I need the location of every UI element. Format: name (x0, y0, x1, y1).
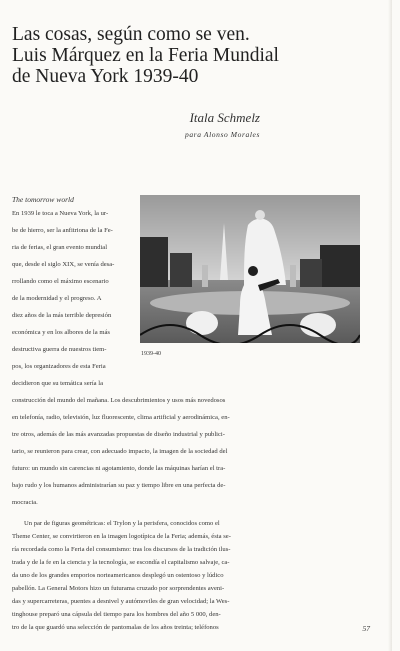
body-line: be de hierro, ser la anfitriona de la Fe- (12, 227, 113, 234)
title-line: Luis Márquez en la Feria Mundial (12, 45, 279, 66)
body-line: destructiva guerra de nuestros tiem- (12, 346, 107, 353)
body-line: diez años de la más terrible depresión (12, 312, 112, 319)
body-line: rrollando como el máximo escenario (12, 278, 109, 285)
page-number: 57 (362, 624, 370, 633)
body-line: da uno de los grandes emporios norteamericanos desplegó un ostentoso y lúdico (12, 572, 224, 579)
body-line: decidieron que su temática sería la (12, 380, 103, 387)
body-line: bajo rudo y los humanos administrarían su paz y tiempo libre en una perfecta de- (12, 482, 226, 489)
body-line: tro de la que guardó una selección de pantomalas de los años treinta; teléfonos (12, 624, 219, 631)
body-line: En 1939 le toca a Nueva York, la ur- (12, 210, 109, 217)
body-line: das y supercarreteras, puentes a desnivel y autómoviles de gran velocidad; la Wes- (12, 598, 230, 605)
body-line: pabellón. La General Motors hizo un futurama cruzado por sorprendentes aveni- (12, 585, 225, 592)
body-line: tinghouse preparó una cápsula del tiempo para los hombres del año 5 000, den- (12, 611, 221, 618)
photo-caption: 1939-40 (141, 351, 161, 357)
title-line: Las cosas, según como se ven. (12, 24, 250, 45)
dedication: para Alonso Morales (184, 130, 260, 139)
page-edge-shadow (388, 0, 392, 651)
body-line: de la modernidad y el progreso. A (12, 295, 102, 302)
body-line: trada y de la fe en la ciencia y la tecnología, se escondía el capitalismo salvaje, ca- (12, 559, 230, 566)
body-line: en telefonía, radio, televisión, luz fluorescente, clima artificial y aerodinámica, en- (12, 414, 230, 421)
body-line: construcción del mundo del mañana. Los descubrimientos y usos más novedosos (12, 397, 226, 404)
article-title (12, 24, 312, 87)
body-line: futuro: un mundo sin carencias ni agotamiento, donde las máquinas harían el tra- (12, 465, 226, 472)
section-heading: The tomorrow world (12, 195, 74, 204)
body-line: Theme Center, se convirtieron en la imagen logotípica de la Feria; además, ésta se- (12, 533, 231, 540)
body-line: tre otros, además de las más avanzadas propuestas de diseño industrial y publici- (12, 431, 225, 438)
title-line: de Nueva York 1939-40 (12, 66, 199, 87)
body-line: económica y en los albores de la más (12, 329, 110, 336)
body-line: Un par de figuras geométricas: el Trylon y la perisfera, conocidos como el (24, 520, 220, 527)
body-line: que, desde el siglo XIX, se venía desa- (12, 261, 115, 268)
photo-illustration (140, 195, 360, 343)
body-line: pos, los organizadores de esta Feria (12, 363, 106, 370)
fair-photograph (140, 195, 360, 343)
body-line: mocracia. (12, 499, 38, 506)
author-name: Itala Schmelz (189, 110, 260, 125)
body-line: ria de ferias, el gran evento mundial (12, 244, 108, 251)
body-line: ría recordada como la Feria del consumismo: tras los discursos de la tradición ilus- (12, 546, 231, 553)
body-line: tario, se reunieron para crear, con adecuado impacto, la imagen de la sociedad del (12, 448, 228, 455)
